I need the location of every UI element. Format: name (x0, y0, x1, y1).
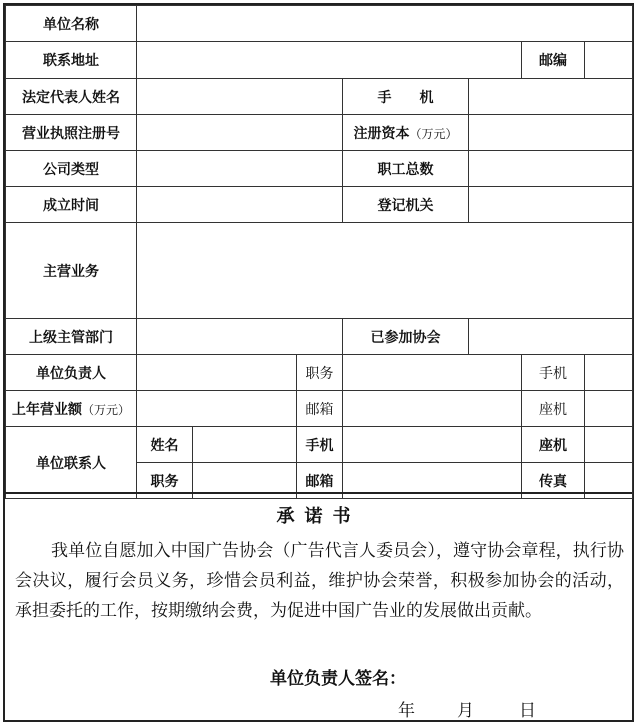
date-month-label: 月 (457, 701, 474, 721)
legal-rep-mobile-field[interactable] (469, 79, 633, 115)
unit-head-mobile-label: 手机 (522, 355, 585, 391)
contact-name-label: 姓名 (137, 427, 193, 463)
unit-head-position-label: 职务 (297, 355, 343, 391)
contact-fax-label: 传真 (522, 463, 585, 499)
contact-mobile-field[interactable] (343, 427, 522, 463)
company-type-label: 公司类型 (6, 151, 137, 187)
superior-dept-label: 上级主管部门 (6, 319, 137, 355)
date-year-label: 年 (398, 701, 415, 721)
revenue-label (6, 391, 137, 427)
founded-field[interactable] (137, 187, 343, 223)
founded-label: 成立时间 (6, 187, 137, 223)
registry-field[interactable] (469, 187, 633, 223)
contact-mobile-label: 手机 (297, 427, 343, 463)
mobile-label: 手 机 (343, 79, 469, 115)
postcode-field[interactable] (585, 42, 633, 79)
superior-dept-field[interactable] (137, 319, 343, 355)
unit-head-position-field[interactable] (343, 355, 522, 391)
contact-landline-label: 座机 (522, 427, 585, 463)
legal-rep-field[interactable] (137, 79, 343, 115)
unit-head-landline-label: 座机 (522, 391, 585, 427)
revenue-field[interactable] (137, 391, 297, 427)
staff-total-label: 职工总数 (343, 151, 469, 187)
contact-name-field[interactable] (193, 427, 297, 463)
unit-head-landline-field[interactable] (585, 391, 633, 427)
legal-rep-label: 法定代表人姓名 (6, 79, 137, 115)
pledge-title: 承诺书 (276, 506, 361, 527)
contact-person-label: 单位联系人 (6, 427, 137, 499)
address-field[interactable] (137, 42, 522, 79)
joined-assoc-label: 已参加协会 (343, 319, 469, 355)
capital-unit: （万元） (409, 126, 458, 141)
date-day-label: 日 (519, 701, 536, 721)
capital-field[interactable] (469, 115, 633, 151)
license-no-field[interactable] (137, 115, 343, 151)
unit-head-label: 单位负责人 (6, 355, 137, 391)
revenue-unit: （万元） (81, 402, 130, 417)
contact-position-label: 职务 (137, 463, 193, 499)
unit-head-email-field[interactable] (343, 391, 522, 427)
revenue-label-text: 上年营业额 (11, 401, 82, 418)
main-business-label: 主营业务 (6, 223, 137, 319)
registry-label: 登记机关 (343, 187, 469, 223)
application-form-table (5, 5, 633, 499)
staff-total-field[interactable] (469, 151, 633, 187)
main-business-field[interactable] (137, 223, 633, 319)
license-no-label: 营业执照注册号 (6, 115, 137, 151)
unit-head-field[interactable] (137, 355, 297, 391)
unit-head-mobile-field[interactable] (585, 355, 633, 391)
contact-email-label: 邮箱 (297, 463, 343, 499)
pledge-body: 我单位自愿加入中国广告协会（广告代言人委员会），遵守协会章程，执行协会决议，履行会员义务，珍惜会员利益，维护协会荣誉，积极参加协会的活动，承担委托的工作，按期缴纳会费，为促进中国广告业的发展做出贡献。 (15, 541, 624, 621)
joined-assoc-field[interactable] (469, 319, 633, 355)
unit-name-field[interactable] (137, 6, 633, 42)
postcode-label: 邮编 (522, 42, 585, 79)
pledge-section (5, 492, 632, 720)
unit-head-email-label: 邮箱 (297, 391, 343, 427)
unit-name-label: 单位名称 (6, 6, 137, 42)
address-label: 联系地址 (6, 42, 137, 79)
signature-label: 单位负责人签名： (270, 669, 406, 689)
capital-label-text: 注册资本 (353, 125, 410, 142)
company-type-field[interactable] (137, 151, 343, 187)
capital-label (343, 115, 469, 151)
contact-landline-field[interactable] (585, 427, 633, 463)
